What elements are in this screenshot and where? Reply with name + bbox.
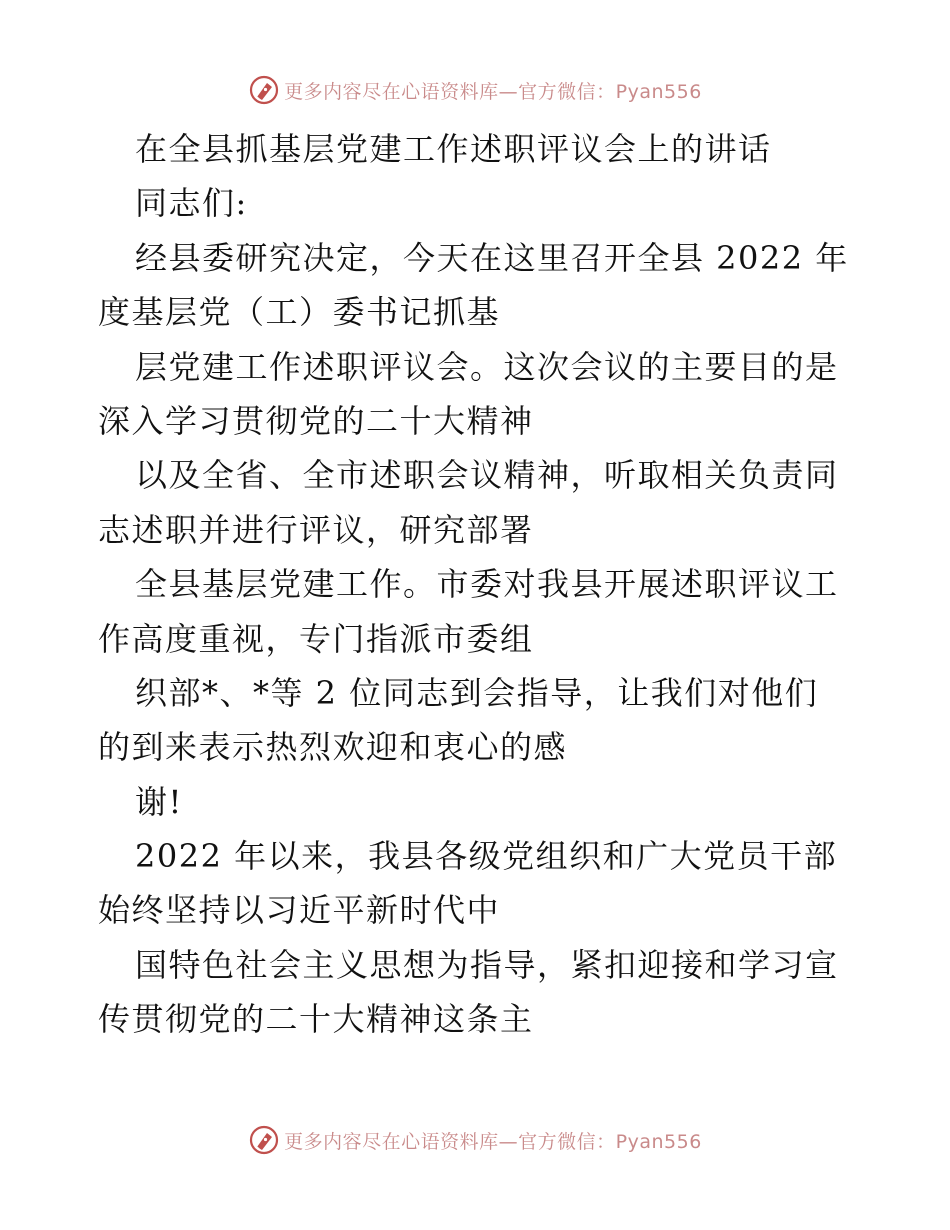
banner-separator: — [498,1130,519,1153]
doc-title-line: 在全县抓基层党建工作述职评议会上的讲话 [135,130,772,168]
text-line: 织部*、*等 2 位同志到会指导，让我们对他们 [135,673,819,712]
text-line: 的到来表示热烈欢迎和衷心的感 [98,728,568,767]
text-line: 以及全省、全市述职会议精神，听取相关负责同 [135,456,839,495]
text-line: 全县基层党建工作。市委对我县开展述职评议工 [135,565,839,604]
pen-nib-logo-icon [248,1124,280,1156]
text-line: 志述职并进行评议，研究部署 [98,510,534,549]
text-line: 始终坚持以习近平新时代中 [98,891,501,930]
text-line: 国特色社会主义思想为指导，紧扣迎接和学习宣 [135,945,839,984]
banner-site-name: 更多内容尽在心语资料库 [284,1130,499,1153]
text-line: 谢! [135,782,183,821]
banner-text [284,77,702,104]
pen-nib-logo-icon [248,74,280,106]
text-line: 2022 年以来，我县各级党组织和广大党员干部 [135,837,838,876]
text-line: 经县委研究决定，今天在这里召开全县 2022 年 [135,238,849,277]
banner-site-name: 更多内容尽在心语资料库 [284,80,499,103]
text-line: 度基层党（工）委书记抓基 [98,293,501,332]
banner-wechat: 官方微信：Pyan556 [518,80,702,103]
salutation-line: 同志们: [135,184,248,223]
banner-text [284,1127,702,1154]
document-body [98,122,858,1047]
text-line: 作高度重视，专门指派市委组 [98,619,534,658]
text-line: 传贯彻党的二十大精神这条主 [98,1000,534,1039]
footer-banner [0,1120,950,1160]
header-banner [0,70,950,110]
text-line: 深入学习贯彻党的二十大精神 [98,401,534,440]
banner-wechat: 官方微信：Pyan556 [518,1130,702,1153]
text-line: 层党建工作述职评议会。这次会议的主要目的是 [135,347,839,386]
banner-separator: — [498,80,519,103]
